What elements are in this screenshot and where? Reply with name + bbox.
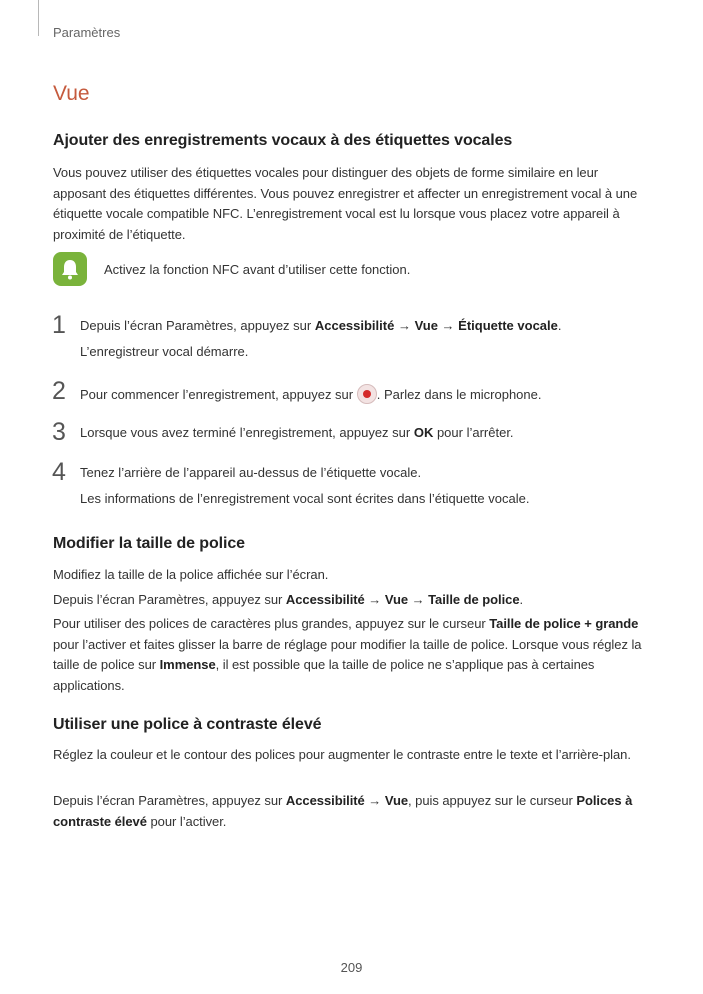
font-size-p1: Modifiez la taille de la police affichée sur l’écran. — [53, 567, 329, 582]
font-size-p2: Depuis l’écran Paramètres, appuyez sur Accessibilité → Vue → Taille de police. — [53, 592, 524, 607]
heading-voice-labels: Ajouter des enregistrements vocaux à des étiquettes vocales — [53, 132, 513, 149]
bell-icon — [53, 252, 87, 286]
heading-font-size: Modifier la taille de police — [53, 535, 245, 552]
step-number-3: 3 — [52, 418, 66, 446]
step-number-1: 1 — [52, 311, 66, 339]
note-text: Activez la fonction NFC avant d’utiliser cette fonction. — [104, 262, 411, 277]
heading-high-contrast: Utiliser une police à contraste élevé — [53, 716, 322, 733]
page-number: 209 — [340, 960, 363, 975]
record-icon — [357, 384, 377, 404]
high-contrast-p2: Depuis l’écran Paramètres, appuyez sur Accessibilité → Vue, puis appuyez sur le curseur Polices à contraste élevé pour l’activer. — [53, 793, 633, 829]
header-breadcrumb: Paramètres — [53, 25, 121, 40]
step-3-text: Lorsque vous avez terminé l’enregistrement, appuyez sur OK pour l’arrêter. — [80, 425, 514, 440]
section-title: Vue — [53, 82, 90, 105]
step-1-text: Depuis l’écran Paramètres, appuyez sur Accessibilité → Vue → Étiquette vocale. — [80, 318, 562, 333]
step-4-text: Tenez l’arrière de l’appareil au-dessus de l’étiquette vocale. — [80, 465, 422, 480]
font-size-p3: Pour utiliser des polices de caractères plus grandes, appuyez sur le curseur Taille de police + grande pour l’activer et faites glisser la barre de réglage pour modifier la taille de police. Lorsque vous réglez la taille de police sur Immense, il est possible que la taille de police ne s’applique pas à certaines applications. — [53, 616, 642, 693]
step-1-subtext: L’enregistreur vocal démarre. — [80, 344, 249, 359]
step-4-subtext: Les informations de l’enregistrement vocal sont écrites dans l’étiquette vocale. — [80, 491, 530, 506]
high-contrast-p1: Réglez la couleur et le contour des polices pour augmenter le contraste entre le texte et l’arrière-plan. — [53, 747, 631, 762]
page-margin-rule — [38, 0, 39, 36]
voice-labels-intro: Vous pouvez utiliser des étiquettes vocales pour distinguer des objets de forme similaire en leur apposant des étiquettes différentes. Vous pouvez enregistrer et affecter un enregistrement vocal à une étiquette vocale compatible NFC. L’enregistrement vocal est lu lorsque vous placez votre appareil à proximité de l’étiquette. — [53, 165, 638, 242]
step-number-2: 2 — [52, 377, 66, 405]
step-2-text: Pour commencer l’enregistrement, appuyez sur . Parlez dans le microphone. — [80, 384, 542, 404]
step-number-4: 4 — [52, 458, 66, 486]
